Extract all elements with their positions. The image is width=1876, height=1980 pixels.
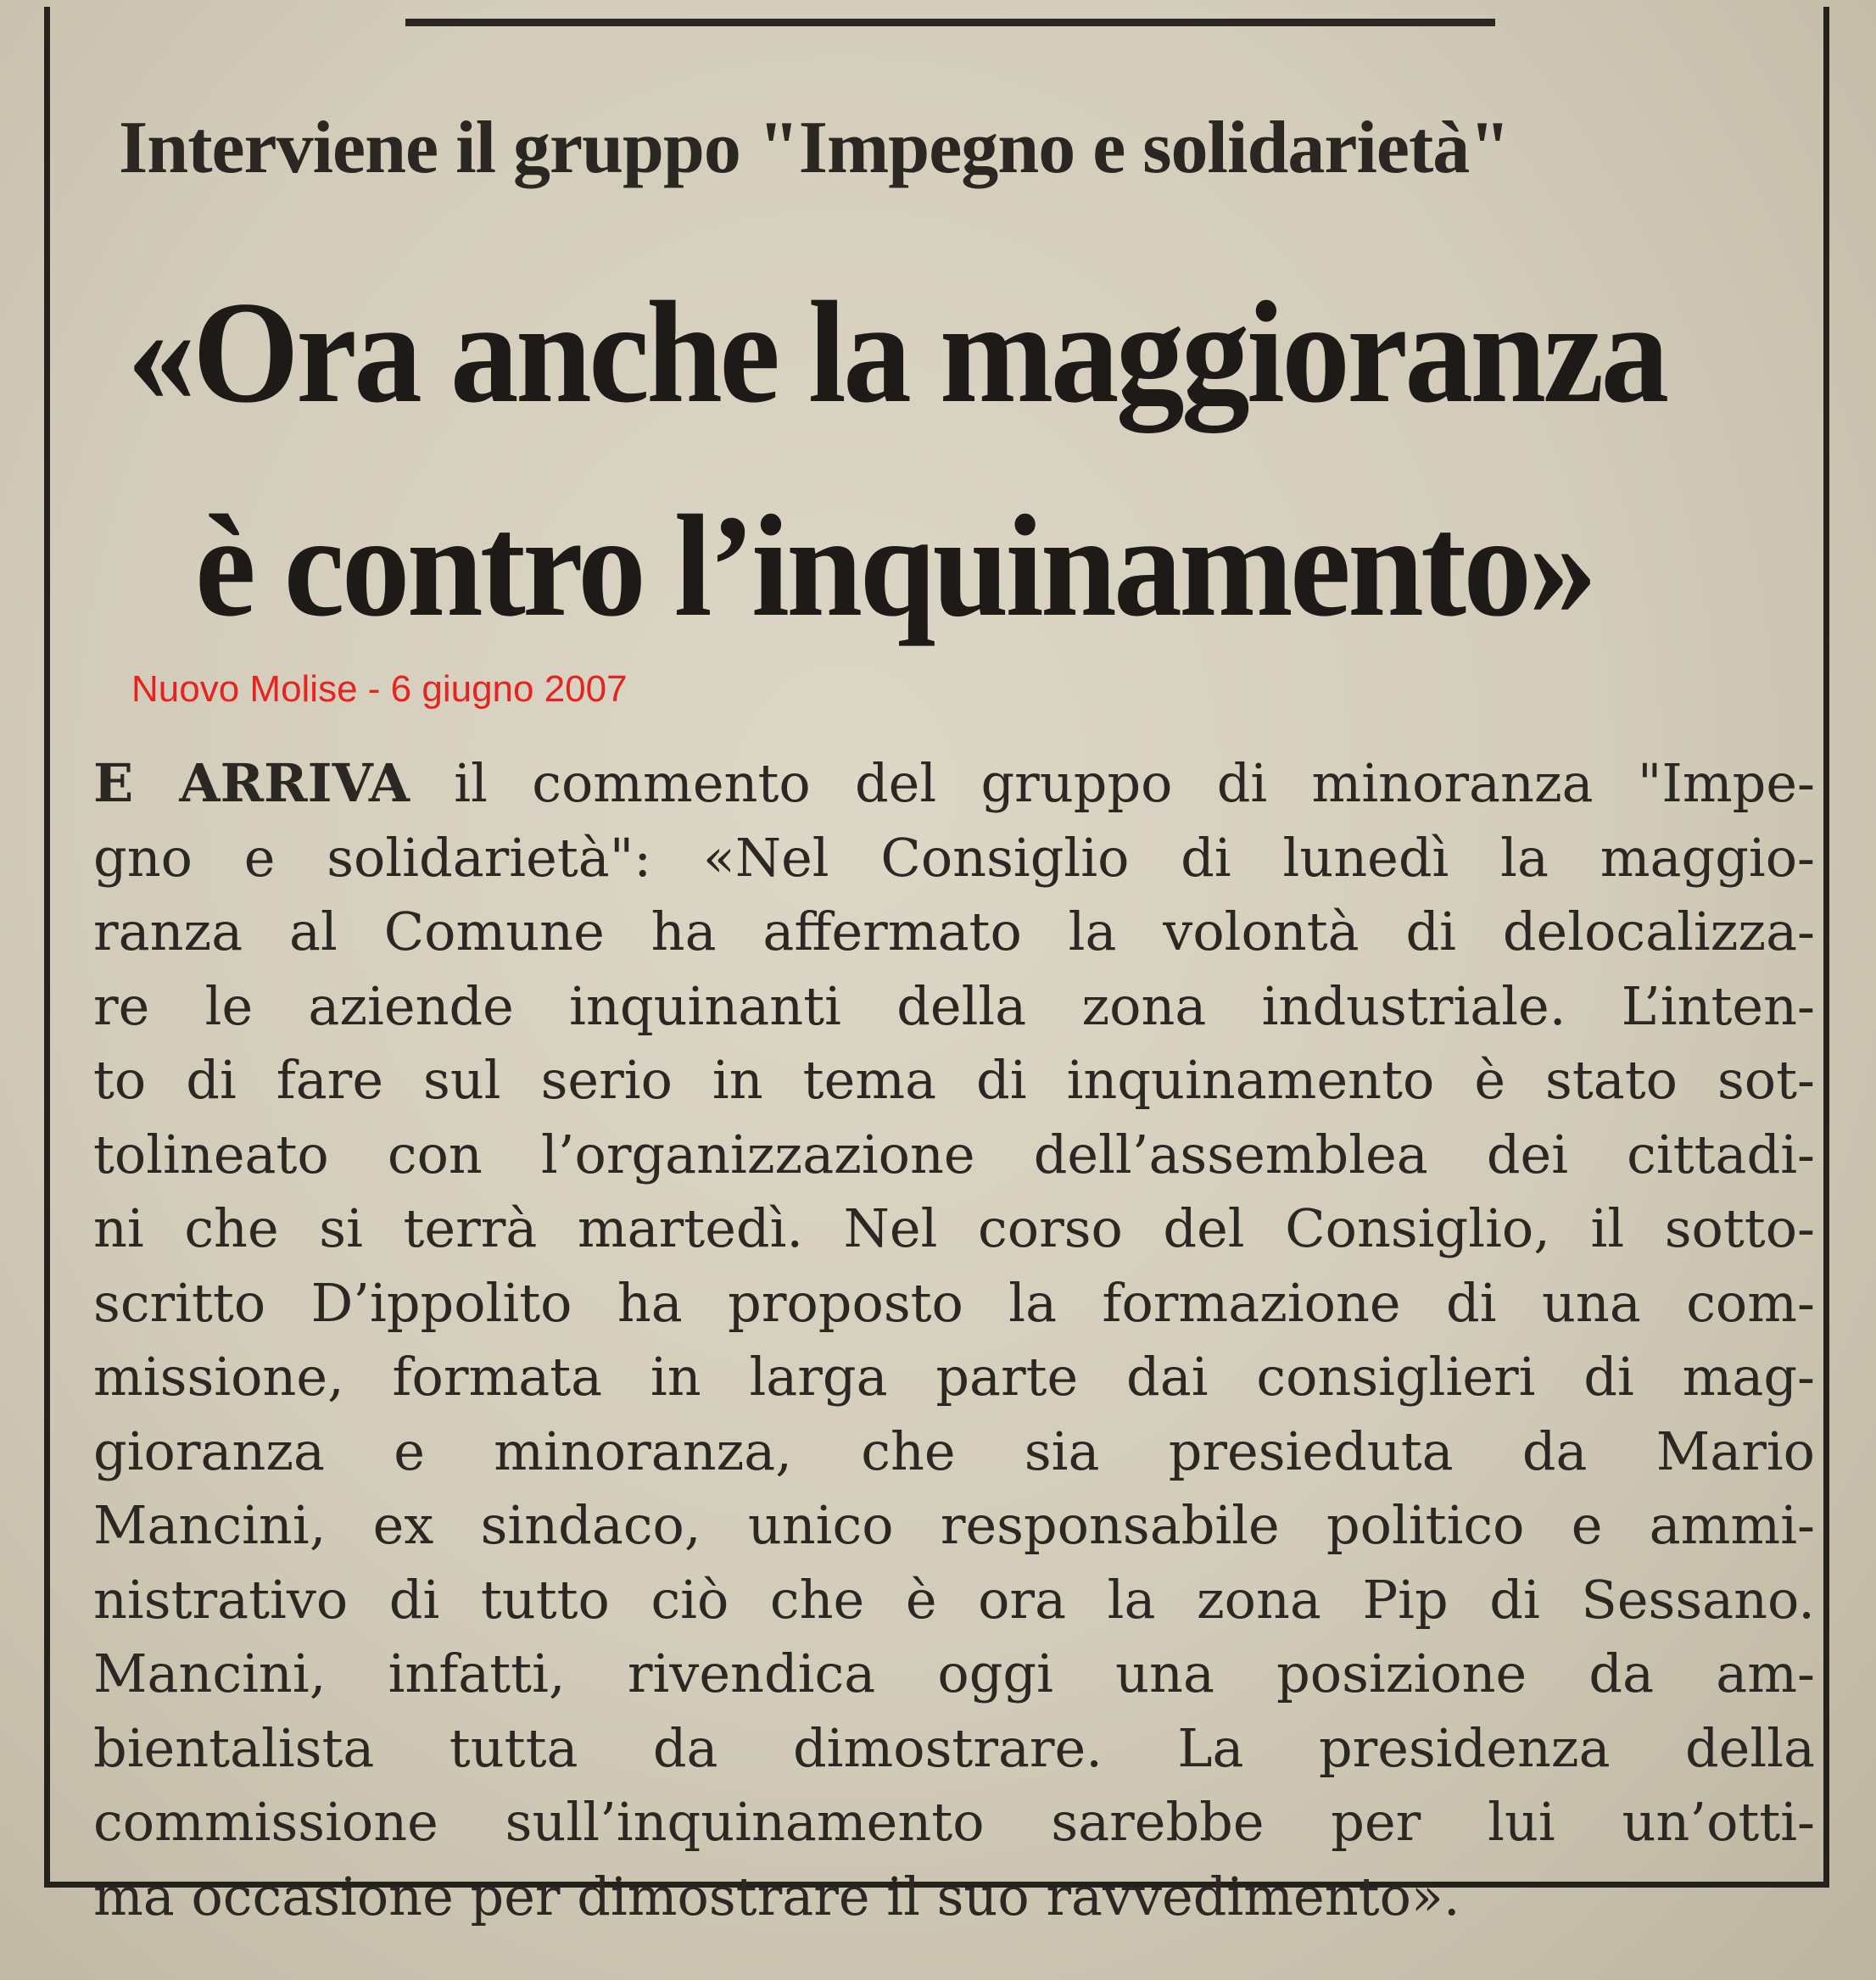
body-line: nistrativo di tutto ciò che è ora la zona Pip di Sessano. [93,1568,1815,1631]
body-line: ni che si terrà martedì. Nel corso del Consiglio, il sotto- [93,1197,1815,1259]
source-note: Nuovo Molise - 6 giugno 2007 [131,668,628,710]
body-line: to di fare sul serio in tema di inquinamento è stato sot- [93,1049,1815,1111]
body-line [93,746,1815,821]
article-kicker: Interviene il gruppo "Impegno e solidarietà" [119,107,1510,189]
body-line: ranza al Comune ha affermato la volontà di delocalizza- [93,901,1815,962]
body-line: re le aziende inquinanti della zona industriale. L’inten- [93,974,1815,1037]
body-line: Mancini, ex sindaco, unico responsabile politico e ammi- [93,1494,1815,1556]
body-line: gioranza e minoranza, che sia presieduta da Mario [93,1419,1815,1482]
body-line-text: il commento del gruppo di minoranza "Impe- [409,752,1815,814]
body-line: bientalista tutta da dimostrare. La presidenza della [93,1716,1815,1779]
body-line: missione, formata in larga parte dai consiglieri di mag- [93,1346,1815,1408]
body-line: ma occasione per dimostrare il suo ravvedimento». [93,1865,1460,1927]
body-line: gno e solidarietà": «Nel Consiglio di lunedì la maggio- [93,826,1815,889]
headline-line-2: è contro l’inquinamento» [195,486,1594,647]
body-lead: E ARRIVA [93,752,410,814]
body-line: Mancini, infatti, rivendica oggi una posizione da am- [93,1643,1815,1704]
article-body [93,746,1815,1933]
body-line: commissione sull’inquinamento sarebbe per lui un’otti- [93,1791,1815,1853]
body-line: scritto D’ippolito ha proposto la formazione di una com- [93,1271,1815,1334]
headline-line-1: «Ora anche la maggioranza [127,272,1667,433]
body-line: tolineato con l’organizzazione dell’assemblea dei cittadi- [93,1123,1815,1185]
